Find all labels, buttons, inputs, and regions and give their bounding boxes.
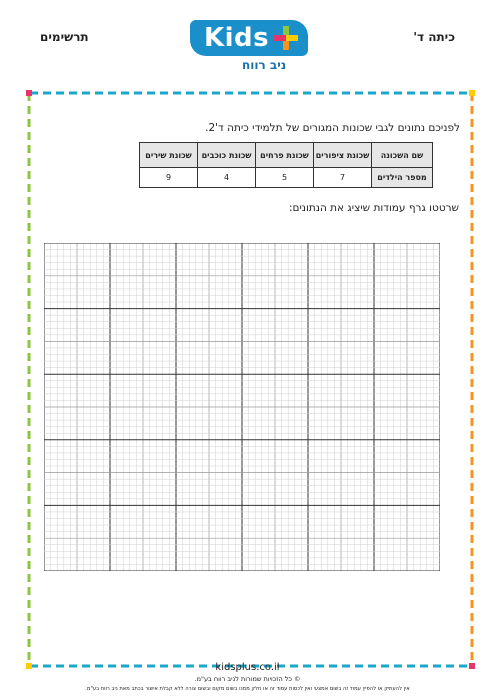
header-class-title: כיתה ד': [413, 30, 455, 44]
header-topic-title: תרשימים: [40, 30, 89, 44]
table-row-header-label: שם השכונה: [372, 143, 433, 168]
table-cell-value: 7: [314, 168, 372, 188]
footer-url: kidsplus.co.il: [215, 662, 280, 673]
logo-subtitle: ניב רווח: [242, 58, 287, 72]
table-column-header: שכונת ציפורים: [314, 143, 372, 168]
logo-text: Kids: [204, 23, 270, 53]
neighborhood-table: [139, 142, 433, 188]
graph-paper[interactable]: [44, 243, 440, 571]
intro-text: לפניכם נתונים לגבי שכונות המגורים של תלמידי כיתה ד'2.: [205, 122, 460, 134]
task-instruction: שרטטו גרף עמודות שיציג את הנתונים:: [288, 202, 459, 214]
table-row-values-label: מספר הילדים: [372, 168, 433, 188]
table-cell-value: 9: [140, 168, 198, 188]
footer-note: אין להעתיק או להפיץ עמוד זה בשום אמצעי ואין לכסות עמוד זה או חלק ממנו בשום מקום ובשום צורה ללא קבלת אישור בכתב מאת ניב רווח בע"מ.: [85, 686, 410, 692]
table-column-header: שכונת שירים: [140, 143, 198, 168]
table-column-header: שכונת כוכבים: [198, 143, 256, 168]
footer-copyright: © כל הזכויות שמורות לניב רווח בע"מ.: [194, 675, 301, 683]
table-cell-value: 4: [198, 168, 256, 188]
table-cell-value: 5: [256, 168, 314, 188]
table-column-header: שכונת פרחים: [256, 143, 314, 168]
